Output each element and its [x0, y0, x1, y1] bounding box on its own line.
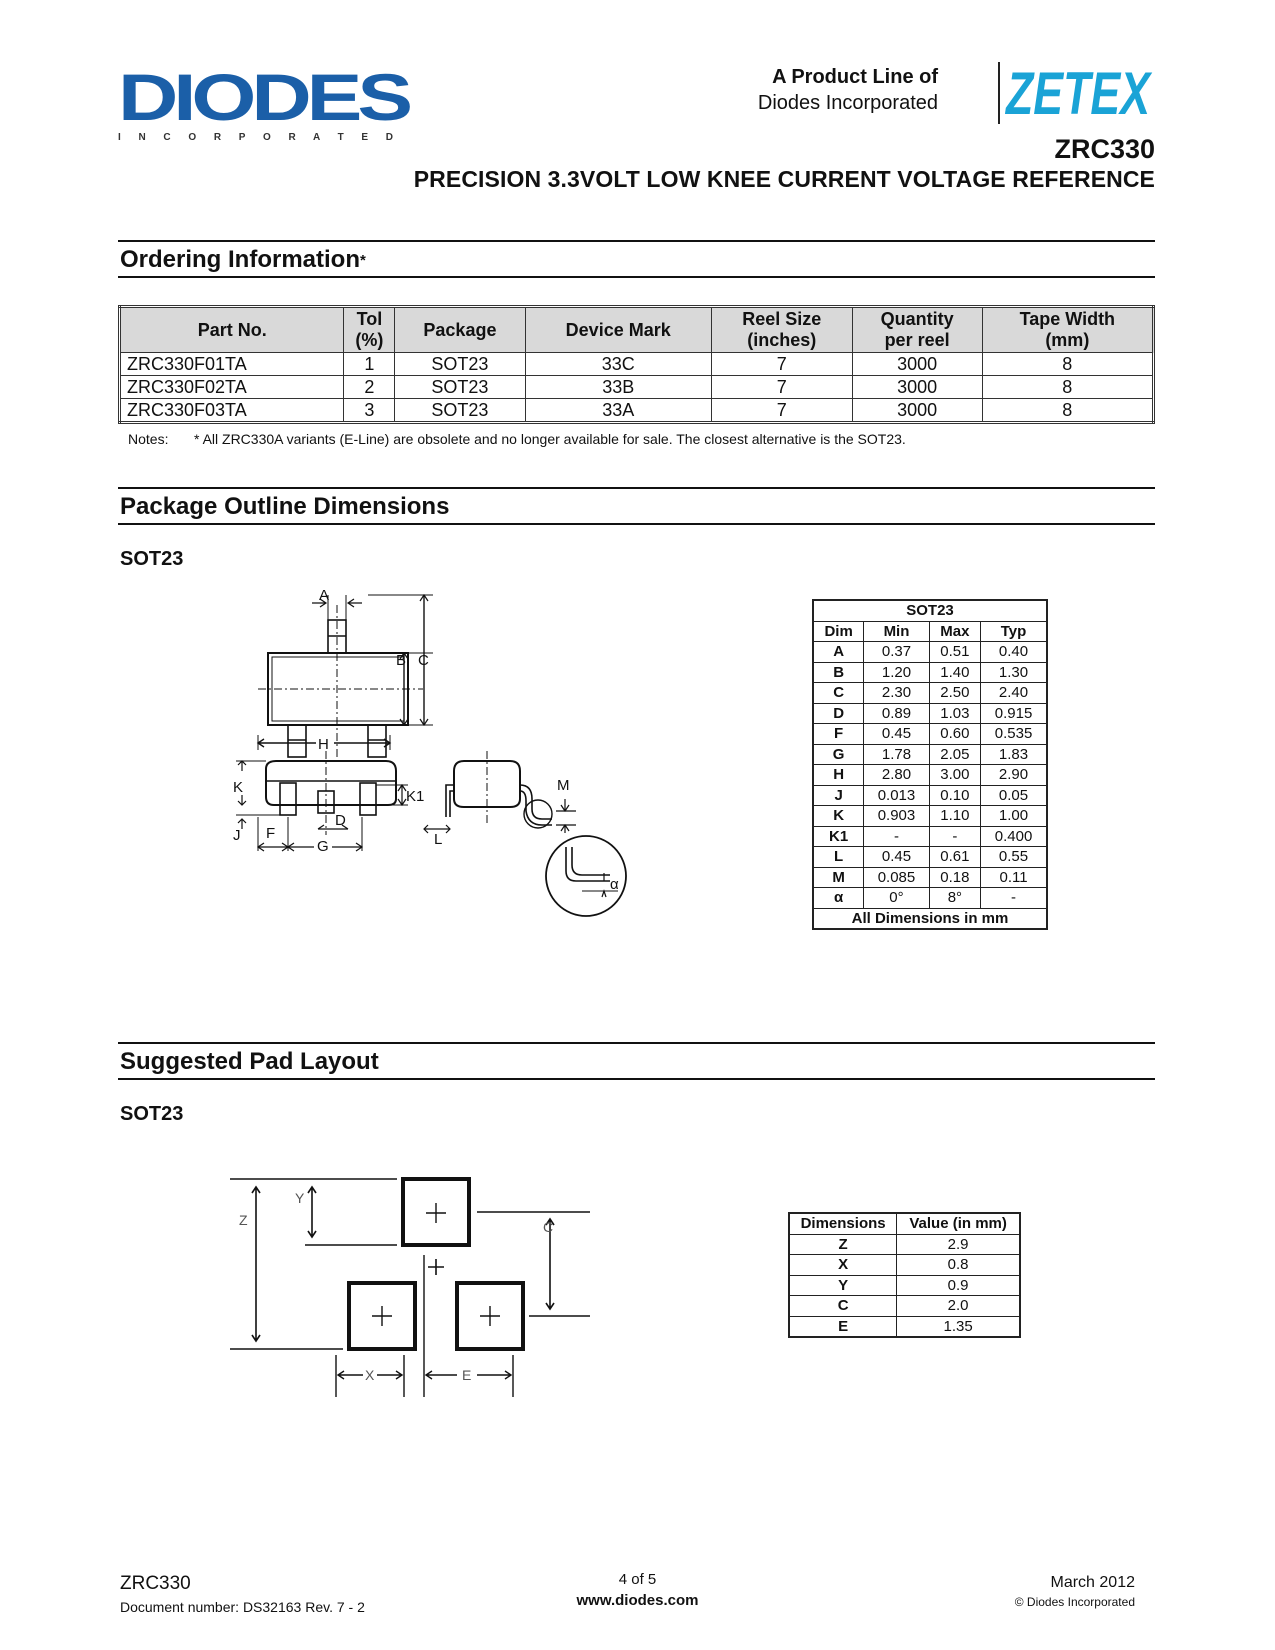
dim-row: [813, 785, 1047, 806]
logo-separator: [998, 62, 1000, 124]
ordering-header-line: Part No.: [197, 319, 267, 340]
document-subtitle: PRECISION 3.3VOLT LOW KNEE CURRENT VOLTAGE REFERENCE: [413, 166, 1155, 192]
ordering-cell: 8: [982, 399, 1153, 423]
zetex-logo: [1004, 60, 1164, 127]
pad-label-c: C: [543, 1219, 554, 1235]
footer-website-link[interactable]: www.diodes.com: [576, 1592, 699, 1609]
dim-header-cell: Min: [864, 621, 930, 642]
dim-label-f: F: [266, 825, 276, 842]
ordering-header-cell: [525, 307, 711, 353]
pad-value: 1.35: [897, 1316, 1020, 1337]
dim-value: 0.10: [929, 785, 980, 806]
dim-value: 1.00: [981, 806, 1047, 827]
dim-symbol: K1: [813, 826, 864, 847]
dim-label-h: H: [318, 736, 329, 753]
pad-symbol: C: [789, 1296, 897, 1317]
ordering-header-line: (mm): [1045, 330, 1090, 350]
pad-symbol: E: [789, 1316, 897, 1337]
sot23-outline-drawing: [228, 585, 668, 960]
diodes-logo: [118, 62, 418, 142]
ordering-header-cell: [120, 307, 344, 353]
ordering-row: [120, 353, 1154, 376]
pad-row: [789, 1316, 1020, 1337]
footer-page-number: 4 of 5: [618, 1571, 657, 1588]
dim-value: 0.535: [981, 724, 1047, 745]
ordering-notes: [128, 431, 906, 447]
dim-value: 1.10: [929, 806, 980, 827]
dim-label-alpha: α: [610, 876, 619, 893]
ordering-header-line: Device Mark: [565, 319, 671, 340]
dim-row: [813, 826, 1047, 847]
sot23-dimensions-table: [812, 599, 1048, 930]
ordering-cell: SOT23: [395, 353, 525, 376]
dim-value: 1.78: [864, 744, 930, 765]
section-rule: [118, 523, 1155, 525]
ordering-header-cell: [711, 307, 852, 353]
dim-symbol: J: [813, 785, 864, 806]
ordering-header-cell: [395, 307, 525, 353]
dim-table-title: SOT23: [813, 600, 1047, 621]
dim-value: 1.40: [929, 662, 980, 683]
dim-value: 0.18: [929, 867, 980, 888]
dim-row: [813, 806, 1047, 827]
dim-value: 0.085: [864, 867, 930, 888]
ordering-cell: 33A: [525, 399, 711, 423]
ordering-cell: 7: [711, 376, 852, 399]
outline-title: Package Outline Dimensions: [120, 493, 450, 520]
dim-row: [813, 662, 1047, 683]
ordering-title: Ordering Information*: [120, 246, 366, 273]
notes-label: Notes:: [128, 431, 169, 447]
dim-symbol: α: [813, 888, 864, 909]
pad-header-cell: Value (in mm): [897, 1213, 1020, 1234]
pad-symbol: Y: [789, 1275, 897, 1296]
dim-label-k1: K1: [406, 788, 425, 805]
dim-value: 2.40: [981, 683, 1047, 704]
ordering-cell: ZRC330F03TA: [120, 399, 344, 423]
ordering-cell: 33C: [525, 353, 711, 376]
dim-value: 0.400: [981, 826, 1047, 847]
ordering-header-line: per reel: [884, 330, 950, 350]
dim-row: [813, 683, 1047, 704]
dim-value: 0.89: [864, 703, 930, 724]
pad-label-x: X: [365, 1367, 375, 1383]
dim-value: 1.30: [981, 662, 1047, 683]
ordering-header-cell: [852, 307, 982, 353]
ordering-header-line: Tape Width: [1019, 309, 1116, 329]
pad-value: 0.8: [897, 1255, 1020, 1276]
ordering-cell: 8: [982, 353, 1153, 376]
dim-label-j: J: [233, 827, 241, 844]
dim-value: 0.45: [864, 724, 930, 745]
dim-value: 2.50: [929, 683, 980, 704]
dim-value: 0.37: [864, 642, 930, 663]
diodes-logo-subtext: I N C O R P O R A T E D: [118, 132, 393, 143]
dim-row: [813, 642, 1047, 663]
ordering-table: [118, 305, 1155, 424]
dim-header-cell: Dim: [813, 621, 864, 642]
pad-symbol: X: [789, 1255, 897, 1276]
dim-symbol: F: [813, 724, 864, 745]
dim-value: 0.45: [864, 847, 930, 868]
section-rule: [118, 487, 1155, 489]
section-rule: [118, 1078, 1155, 1080]
dim-value: 0.60: [929, 724, 980, 745]
pad-label-y: Y: [295, 1190, 305, 1206]
dim-label-k: K: [233, 779, 244, 796]
ordering-cell: 1: [344, 353, 395, 376]
dim-value: 0.11: [981, 867, 1047, 888]
dim-value: 0.903: [864, 806, 930, 827]
dim-value: -: [929, 826, 980, 847]
ordering-header-cell: [982, 307, 1153, 353]
pad-value: 2.0: [897, 1296, 1020, 1317]
dim-header-cell: Max: [929, 621, 980, 642]
ordering-cell: SOT23: [395, 376, 525, 399]
ordering-cell: 3: [344, 399, 395, 423]
dim-value: -: [981, 888, 1047, 909]
dim-symbol: H: [813, 765, 864, 786]
pad-layout-drawing: [225, 1175, 625, 1410]
dim-label-a: A: [319, 587, 330, 604]
pad-row: [789, 1275, 1020, 1296]
dim-value: 1.03: [929, 703, 980, 724]
dim-value: 0°: [864, 888, 930, 909]
dim-symbol: M: [813, 867, 864, 888]
ordering-header-line: Reel Size: [742, 309, 822, 329]
ordering-row: [120, 399, 1154, 423]
dim-label-c: C: [418, 652, 429, 669]
ordering-header-cell: [344, 307, 395, 353]
ordering-row: [120, 376, 1154, 399]
part-number: ZRC330: [1054, 134, 1155, 164]
dim-symbol: K: [813, 806, 864, 827]
pad-row: [789, 1296, 1020, 1317]
section-rule: [118, 1042, 1155, 1044]
pad-value: 0.9: [897, 1275, 1020, 1296]
dim-label-b: B: [396, 652, 407, 669]
dim-row: [813, 724, 1047, 745]
dim-label-l: L: [434, 831, 443, 848]
dim-row: [813, 765, 1047, 786]
ordering-header-line: Tol: [356, 309, 383, 329]
dim-label-g: G: [317, 838, 329, 855]
dim-value: 3.00: [929, 765, 980, 786]
section-rule: [118, 240, 1155, 242]
dim-value: 8°: [929, 888, 980, 909]
pad-row: [789, 1234, 1020, 1255]
dim-row: [813, 847, 1047, 868]
dim-row: [813, 703, 1047, 724]
footer-copyright: © Diodes Incorporated: [1014, 1595, 1135, 1609]
ordering-cell: 8: [982, 376, 1153, 399]
dim-label-m: M: [557, 777, 570, 794]
pad-row: [789, 1255, 1020, 1276]
pad-title: Suggested Pad Layout: [120, 1048, 379, 1075]
dim-value: 0.55: [981, 847, 1047, 868]
dim-symbol: L: [813, 847, 864, 868]
pad-symbol: Z: [789, 1234, 897, 1255]
dim-row: [813, 867, 1047, 888]
dim-row: [813, 888, 1047, 909]
dim-symbol: A: [813, 642, 864, 663]
ordering-header-line: Quantity: [880, 309, 954, 329]
dim-value: 0.51: [929, 642, 980, 663]
dim-label-d: D: [335, 812, 346, 829]
footer-date: March 2012: [1050, 1574, 1135, 1591]
ordering-cell: 7: [711, 353, 852, 376]
dim-value: 1.20: [864, 662, 930, 683]
ordering-cell: 3000: [852, 376, 982, 399]
dim-row: [813, 744, 1047, 765]
dim-value: 0.61: [929, 847, 980, 868]
pad-label-e: E: [462, 1367, 472, 1383]
zetex-logo-text: ZETEX: [1004, 60, 1153, 127]
ordering-cell: ZRC330F01TA: [120, 353, 344, 376]
section-rule: [118, 276, 1155, 278]
ordering-cell: ZRC330F02TA: [120, 376, 344, 399]
ordering-cell: 7: [711, 399, 852, 423]
dim-symbol: G: [813, 744, 864, 765]
dim-symbol: D: [813, 703, 864, 724]
ordering-cell: 2: [344, 376, 395, 399]
dim-symbol: B: [813, 662, 864, 683]
ordering-cell: 3000: [852, 353, 982, 376]
dim-value: 2.30: [864, 683, 930, 704]
ordering-header-line: (inches): [747, 330, 817, 350]
ordering-cell: SOT23: [395, 399, 525, 423]
dim-value: 2.80: [864, 765, 930, 786]
dim-symbol: C: [813, 683, 864, 704]
outline-package-label: SOT23: [120, 548, 184, 570]
pad-label-z: Z: [239, 1212, 248, 1228]
ordering-header-line: (%): [355, 330, 384, 350]
footer-part-number: ZRC330: [120, 1573, 191, 1594]
product-line-company: Diodes Incorporated: [757, 92, 938, 114]
diodes-logo-text: DIODES: [118, 60, 411, 134]
dim-value: -: [864, 826, 930, 847]
ordering-header-line: Package: [423, 319, 497, 340]
notes-text: * All ZRC330A variants (E-Line) are obsolete and no longer available for sale. The closest alternative is the SOT23.: [194, 431, 906, 447]
ordering-cell: 3000: [852, 399, 982, 423]
pad-package-label: SOT23: [120, 1103, 184, 1125]
product-line-heading: A Product Line of: [772, 66, 938, 88]
dim-value: 0.013: [864, 785, 930, 806]
dim-value: 0.40: [981, 642, 1047, 663]
dim-table-footer: All Dimensions in mm: [813, 908, 1047, 929]
ordering-cell: 33B: [525, 376, 711, 399]
dim-value: 0.05: [981, 785, 1047, 806]
dim-value: 2.90: [981, 765, 1047, 786]
footer-document-number: Document number: DS32163 Rev. 7 - 2: [120, 1599, 365, 1615]
pad-header-cell: Dimensions: [789, 1213, 897, 1234]
pad-value: 2.9: [897, 1234, 1020, 1255]
dim-header-cell: Typ: [981, 621, 1047, 642]
pad-dimensions-table: [788, 1212, 1021, 1338]
dim-value: 2.05: [929, 744, 980, 765]
dim-value: 0.915: [981, 703, 1047, 724]
dim-value: 1.83: [981, 744, 1047, 765]
